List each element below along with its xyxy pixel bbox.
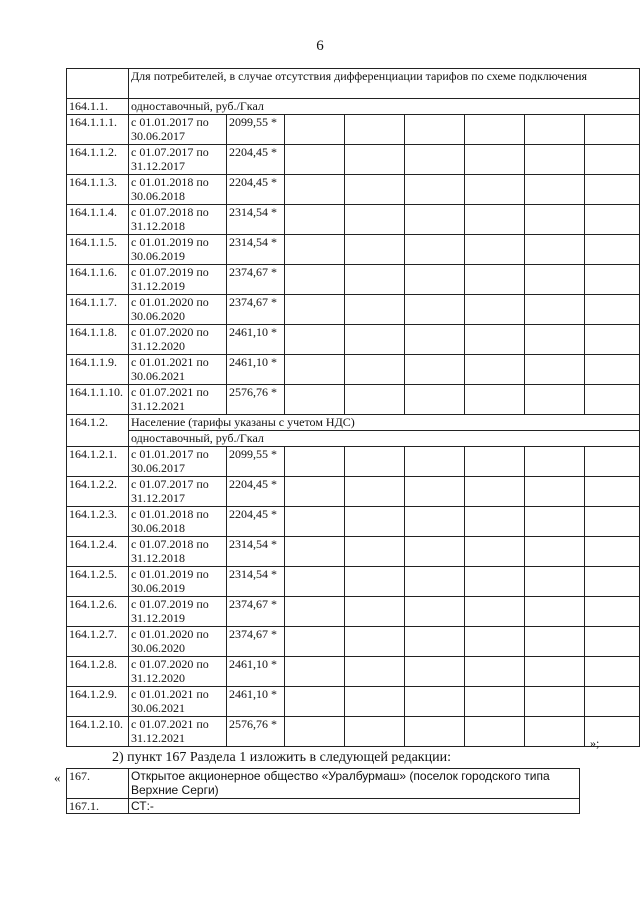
empty-cell [465,567,525,597]
empty-cell [585,627,640,657]
table-row [67,567,640,597]
table-row [67,447,640,477]
empty-cell [345,597,405,627]
empty-cell [465,295,525,325]
value-cell: 2204,45 * [227,145,285,175]
empty-cell [405,355,465,385]
value-cell: 2099,55 * [227,447,285,477]
value-cell: 2374,67 * [227,597,285,627]
empty-cell [285,115,345,145]
table-row [67,477,640,507]
page-number: 6 [316,38,324,54]
value-cell: 2461,10 * [227,657,285,687]
value-cell: 2374,67 * [227,295,285,325]
row-code: 164.1.1.1. [67,115,129,145]
empty-cell [285,447,345,477]
empty-cell [285,507,345,537]
closing-mark: »; [590,736,600,750]
value-cell: 2461,10 * [227,355,285,385]
empty-cell [345,115,405,145]
empty-cell [285,627,345,657]
table-row [67,265,640,295]
period-cell: с 01.07.2020 по 31.12.2020 [129,325,227,355]
empty-cell [285,145,345,175]
empty-cell [585,687,640,717]
empty-cell [525,115,585,145]
period-cell: с 01.07.2019 по 31.12.2019 [129,265,227,295]
empty-cell [285,567,345,597]
row-code: 167. [67,769,129,799]
empty-cell [465,385,525,415]
row-code: 164.1.2.1. [67,447,129,477]
empty-cell [465,265,525,295]
empty-cell [285,295,345,325]
table-row [67,115,640,145]
empty-cell [285,355,345,385]
empty-cell [405,145,465,175]
empty-cell [465,175,525,205]
table-row [67,205,640,235]
empty-cell [345,295,405,325]
empty-cell [465,507,525,537]
empty-cell [465,325,525,355]
empty-cell [465,717,525,747]
empty-cell [405,205,465,235]
empty-cell [345,175,405,205]
empty-cell [345,265,405,295]
empty-cell [405,235,465,265]
empty-cell [525,567,585,597]
empty-cell [285,325,345,355]
empty-cell [585,175,640,205]
row-code: 164.1.1.9. [67,355,129,385]
empty-cell [525,537,585,567]
empty-cell [285,385,345,415]
empty-cell [525,295,585,325]
org-name: Открытое акционерное общество «Уралбурмаш» (поселок городского типа Верхние Серги) [129,769,580,799]
value-cell: 2374,67 * [227,627,285,657]
empty-cell [345,145,405,175]
empty-cell [285,657,345,687]
empty-cell [525,235,585,265]
table-row [67,507,640,537]
empty-cell [585,115,640,145]
table-row [67,325,640,355]
empty-cell [525,175,585,205]
empty-cell [345,477,405,507]
period-cell: с 01.07.2017 по 31.12.2017 [129,145,227,175]
empty-cell [465,115,525,145]
empty-cell [345,567,405,597]
table-row [67,145,640,175]
value-cell: 2099,55 * [227,115,285,145]
empty-cell [465,447,525,477]
row-code: 164.1.1.10. [67,385,129,415]
period-cell: с 01.01.2020 по 30.06.2020 [129,627,227,657]
empty-cell [525,145,585,175]
empty-cell [465,145,525,175]
empty-cell [525,265,585,295]
empty-cell [585,145,640,175]
empty-cell [345,325,405,355]
empty-cell [585,477,640,507]
empty-cell [585,657,640,687]
row-code: 164.1.2.2. [67,477,129,507]
empty-cell [405,477,465,507]
value-cell: 2461,10 * [227,325,285,355]
empty-cell [345,687,405,717]
empty-cell [285,537,345,567]
value-cell: 2461,10 * [227,687,285,717]
empty-cell [585,265,640,295]
table-row [67,657,640,687]
value-cell: 2314,54 * [227,235,285,265]
section-label: одноставочный, руб./Гкал [129,99,640,115]
empty-cell [525,447,585,477]
empty-cell [405,537,465,567]
empty-cell [585,295,640,325]
empty-cell [525,385,585,415]
empty-cell [405,507,465,537]
period-cell: с 01.07.2019 по 31.12.2019 [129,597,227,627]
row-code: 164.1.1.5. [67,235,129,265]
period-cell: с 01.07.2020 по 31.12.2020 [129,657,227,687]
row-code: 164.1.2.6. [67,597,129,627]
empty-cell [525,507,585,537]
row-code: 164.1.2.10. [67,717,129,747]
row-code: 164.1.1.6. [67,265,129,295]
empty-cell [585,597,640,627]
empty-cell [345,205,405,235]
empty-cell [525,687,585,717]
period-cell: с 01.01.2019 по 30.06.2019 [129,567,227,597]
empty-cell [285,687,345,717]
period-cell: с 01.07.2018 по 31.12.2018 [129,537,227,567]
empty-cell [465,537,525,567]
period-cell: с 01.01.2020 по 30.06.2020 [129,295,227,325]
empty-cell [405,717,465,747]
section-code: 164.1.1. [67,99,129,115]
empty-cell [67,69,129,99]
group-heading: Для потребителей, в случае отсутствия дифференциации тарифов по схеме подключения [129,69,640,99]
row-code: 164.1.2.9. [67,687,129,717]
table-row [67,175,640,205]
row-code: 167.1. [67,799,129,814]
period-cell: с 01.01.2018 по 30.06.2018 [129,507,227,537]
table-row [67,687,640,717]
empty-cell [465,687,525,717]
empty-cell [525,355,585,385]
section-code: 164.1.2. [67,415,129,447]
empty-cell [405,447,465,477]
empty-cell [345,235,405,265]
value-cell: 2314,54 * [227,537,285,567]
row-code: 164.1.1.4. [67,205,129,235]
next-table [66,768,580,814]
open-quote: « [54,770,61,785]
period-cell: с 01.01.2019 по 30.06.2019 [129,235,227,265]
table-row [67,385,640,415]
row-code: 164.1.1.2. [67,145,129,175]
empty-cell [585,567,640,597]
row-code: 164.1.2.4. [67,537,129,567]
empty-cell [285,205,345,235]
table-row [67,295,640,325]
empty-cell [405,175,465,205]
period-cell: с 01.01.2021 по 30.06.2021 [129,687,227,717]
empty-cell [525,477,585,507]
value-cell: 2204,45 * [227,507,285,537]
value-cell: 2314,54 * [227,567,285,597]
row-code: 164.1.2.7. [67,627,129,657]
empty-cell [465,597,525,627]
empty-cell [345,627,405,657]
empty-cell [525,597,585,627]
empty-cell [345,447,405,477]
value-cell: 2204,45 * [227,477,285,507]
tariff-table [66,68,640,747]
empty-cell [585,385,640,415]
period-cell: с 01.07.2018 по 31.12.2018 [129,205,227,235]
empty-cell [525,627,585,657]
period-cell: с 01.01.2021 по 30.06.2021 [129,355,227,385]
period-cell: с 01.07.2021 по 31.12.2021 [129,717,227,747]
period-cell: с 01.01.2018 по 30.06.2018 [129,175,227,205]
amendment-paragraph: 2) пункт 167 Раздела 1 изложить в следующей редакции: [112,750,451,765]
empty-cell [585,325,640,355]
table-row [67,355,640,385]
empty-cell [405,295,465,325]
empty-cell [585,507,640,537]
row-code: 164.1.1.8. [67,325,129,355]
empty-cell [525,657,585,687]
empty-cell [585,537,640,567]
empty-cell [285,717,345,747]
empty-cell [465,355,525,385]
empty-cell [285,265,345,295]
empty-cell [285,235,345,265]
empty-cell [405,265,465,295]
row-code: 164.1.2.8. [67,657,129,687]
empty-cell [285,175,345,205]
table-row [67,537,640,567]
period-cell: с 01.07.2021 по 31.12.2021 [129,385,227,415]
row-code: 164.1.2.5. [67,567,129,597]
value-cell: 2314,54 * [227,205,285,235]
empty-cell [585,447,640,477]
empty-cell [465,657,525,687]
period-cell: с 01.01.2017 по 30.06.2017 [129,447,227,477]
row-code: 164.1.1.3. [67,175,129,205]
period-cell: с 01.07.2017 по 31.12.2017 [129,477,227,507]
value-cell: 2204,45 * [227,175,285,205]
empty-cell [405,115,465,145]
empty-cell [465,235,525,265]
row-text: СТ:- [129,799,580,814]
empty-cell [345,385,405,415]
table-row [67,627,640,657]
empty-cell [405,597,465,627]
section-label: Население (тарифы указаны с учетом НДС) [129,415,640,431]
empty-cell [345,537,405,567]
empty-cell [585,355,640,385]
empty-cell [405,627,465,657]
empty-cell [465,205,525,235]
empty-cell [345,717,405,747]
value-cell: 2576,76 * [227,717,285,747]
value-cell: 2374,67 * [227,265,285,295]
empty-cell [525,717,585,747]
row-code: 164.1.1.7. [67,295,129,325]
table-row [67,235,640,265]
empty-cell [285,597,345,627]
empty-cell [525,325,585,355]
empty-cell [465,477,525,507]
empty-cell [405,657,465,687]
empty-cell [525,205,585,235]
table-row [67,717,640,747]
table-row [67,597,640,627]
empty-cell [345,355,405,385]
value-cell: 2576,76 * [227,385,285,415]
empty-cell [465,627,525,657]
empty-cell [285,477,345,507]
section-sublabel: одноставочный, руб./Гкал [129,431,640,447]
empty-cell [345,657,405,687]
empty-cell [405,687,465,717]
row-code: 164.1.2.3. [67,507,129,537]
empty-cell [405,567,465,597]
empty-cell [585,235,640,265]
period-cell: с 01.01.2017 по 30.06.2017 [129,115,227,145]
empty-cell [585,205,640,235]
empty-cell [405,325,465,355]
empty-cell [345,507,405,537]
empty-cell [405,385,465,415]
